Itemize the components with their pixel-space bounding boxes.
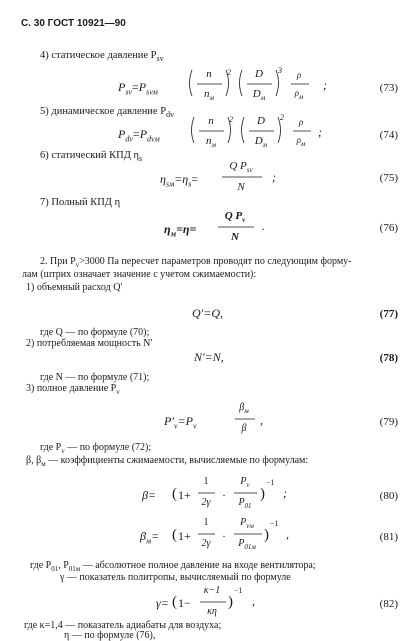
eq80-frac1-num: 1 bbox=[203, 476, 209, 487]
eq73-end: ; bbox=[323, 78, 327, 92]
eq74-end: ; bbox=[318, 125, 322, 139]
equation-78: N′=N, bbox=[194, 350, 224, 364]
eq80-open-paren: ( bbox=[172, 486, 177, 502]
eq73-rhom: $\rho_м$ bbox=[294, 88, 304, 101]
eq73-paren-r1 bbox=[226, 70, 229, 96]
item-5-label: 5) динамическое давление $P_{dv}$ bbox=[40, 106, 175, 120]
eq80-one: 1+ bbox=[178, 488, 191, 502]
eq76-denominator: N bbox=[231, 231, 239, 243]
eq78-note: где N — по формуле (71); bbox=[40, 372, 150, 383]
eq74-D: D bbox=[257, 115, 265, 127]
eq74-paren-l2 bbox=[242, 117, 245, 143]
equation-75: $\eta_{sм}=\eta_s=$ bbox=[160, 172, 199, 189]
eq75-end: ; bbox=[272, 170, 276, 184]
equation-number-76: (76) bbox=[379, 222, 398, 234]
item-3-label: 3) полное давление $P_v$ bbox=[26, 383, 120, 396]
eq82-end: , bbox=[252, 594, 255, 608]
eq73-Dm: $D_м$ bbox=[252, 88, 266, 103]
equation-77: Q′=Q, bbox=[192, 306, 224, 320]
equation-number-74: (74) bbox=[379, 129, 398, 141]
equation-79: $P'_v=P_v$ bbox=[164, 414, 197, 431]
eq80-close-paren: ) bbox=[260, 486, 265, 502]
eq80-frac2-den: $P_{01}$ bbox=[238, 497, 252, 510]
para2-line1: 2. При $P_v>3000$ Па пересчет параметров проводят по следующим форму- bbox=[40, 256, 352, 269]
eq74-pow2: 2 bbox=[229, 115, 233, 124]
eq82-pow: −1 bbox=[234, 586, 243, 595]
note81-line1: где $P_{01}$, $P_{01м}$ — абсолютное полное давление на входе вентилятора; bbox=[30, 560, 316, 573]
para2-line3: 1) объемный расход Q′ bbox=[26, 282, 123, 293]
eq82-one: 1− bbox=[178, 596, 191, 610]
eq82-frac-num: κ−1 bbox=[203, 585, 221, 596]
note81-line2: γ — показатель политропы, вычисляемый по формуле bbox=[60, 572, 291, 583]
note82-line2: η — по формуле (76), bbox=[64, 630, 156, 641]
equation-number-75: (75) bbox=[379, 172, 398, 184]
eq82-open-paren: ( bbox=[172, 594, 177, 610]
eq73-D: D bbox=[255, 68, 263, 80]
eq73-paren-l1 bbox=[190, 70, 193, 96]
eq79-numerator: $\beta_м$ bbox=[239, 402, 249, 415]
equation-73: $P_{sv}=P_{svм}$ bbox=[118, 80, 158, 97]
eq74-rho: ρ bbox=[298, 117, 304, 127]
equation-number-78: (78) bbox=[379, 352, 398, 364]
item-6-label: 6) статический КПД $\eta_s$ bbox=[40, 150, 143, 164]
eq74-paren-r2 bbox=[278, 117, 281, 143]
eq74-pow3: 2 bbox=[280, 113, 284, 122]
eq80-end: ; bbox=[283, 486, 287, 500]
equation-number-77: (77) bbox=[379, 308, 398, 320]
note79-line1: где $P_v$ — по формуле (72); bbox=[40, 442, 152, 455]
eq74-paren-r1 bbox=[228, 117, 231, 143]
equation-76: $\eta_м=\eta=$ bbox=[164, 222, 197, 239]
eq75-numerator: Q $P_{sv}$ bbox=[229, 160, 253, 175]
item-2-label: 2) потребляемая мощность N′ bbox=[26, 338, 153, 349]
eq74-paren-l1 bbox=[192, 117, 195, 143]
eq81-end: , bbox=[286, 527, 289, 541]
equation-number-79: (79) bbox=[379, 416, 398, 428]
eq73-paren-l2 bbox=[240, 70, 243, 96]
eq79-end: , bbox=[260, 413, 263, 427]
equation-81-lhs: $\beta_м=$ bbox=[140, 529, 160, 546]
eq73-paren-r2 bbox=[276, 70, 279, 96]
eq81-open-paren: ( bbox=[172, 527, 177, 543]
eq73-nm: $n_м$ bbox=[204, 88, 214, 103]
eq80-pow: −1 bbox=[266, 478, 275, 487]
equation-82-lhs: γ= bbox=[156, 596, 169, 610]
eq80-frac1-den: 2γ bbox=[201, 497, 211, 508]
eq76-numerator: Q $P_v$ bbox=[224, 210, 246, 225]
eq81-one: 1+ bbox=[178, 529, 191, 543]
eq81-frac1-num: 1 bbox=[203, 517, 209, 528]
item-4-label: 4) статическое давление $P_{sv}$ bbox=[40, 50, 164, 64]
eq74-Dm: $D_м$ bbox=[254, 135, 268, 150]
equation-number-81: (81) bbox=[379, 531, 398, 543]
eq73-rho: ρ bbox=[296, 70, 302, 80]
eq75-denominator: N bbox=[237, 181, 245, 193]
eq76-end: . bbox=[262, 219, 265, 233]
eq73-pow2: 2 bbox=[227, 68, 231, 77]
equation-number-82: (82) bbox=[379, 598, 398, 610]
equation-74: $P_{dv}=P_{dvм}$ bbox=[118, 127, 160, 144]
equation-80-lhs: β= bbox=[142, 488, 157, 502]
item-7-label: 7) Полный КПД η bbox=[40, 197, 121, 208]
eq81-frac2-den: $P_{01м}$ bbox=[238, 538, 256, 551]
eq81-close-paren: ) bbox=[264, 527, 269, 543]
para2-line2: лам (штрих означает значение с учетом сжимаемости): bbox=[22, 269, 257, 280]
page-header: С. 30 ГОСТ 10921—90 bbox=[21, 18, 126, 29]
eq80-dot: · bbox=[222, 488, 226, 502]
eq81-pow: −1 bbox=[270, 519, 279, 528]
eq73-pow3: 3 bbox=[278, 66, 282, 75]
eq74-rhom: $\rho_м$ bbox=[296, 135, 306, 148]
equation-number-80: (80) bbox=[379, 490, 398, 502]
eq79-denominator: β bbox=[241, 423, 247, 434]
note79-line2: β, $\beta_м$ — коэффициенты сжимаемости, вычисляемые по формулам: bbox=[26, 455, 309, 468]
eq73-n: n bbox=[206, 68, 212, 80]
note82-line1: где κ=1,4 — показатель адиабаты для воздуха; bbox=[24, 620, 222, 631]
eq81-dot: · bbox=[222, 529, 226, 543]
eq80-frac2-num: $P_v$ bbox=[240, 476, 250, 489]
equation-number-73: (73) bbox=[379, 82, 398, 94]
eq77-note: где Q — по формуле (70); bbox=[40, 327, 150, 338]
eq82-frac-den: κη bbox=[207, 606, 217, 617]
eq82-close-paren: ) bbox=[228, 594, 233, 610]
eq74-nm: $n_м$ bbox=[206, 135, 216, 150]
eq81-frac2-num: $P_{vм}$ bbox=[240, 517, 254, 530]
eq81-frac1-den: 2γ bbox=[201, 538, 211, 549]
eq74-n: n bbox=[208, 115, 214, 127]
